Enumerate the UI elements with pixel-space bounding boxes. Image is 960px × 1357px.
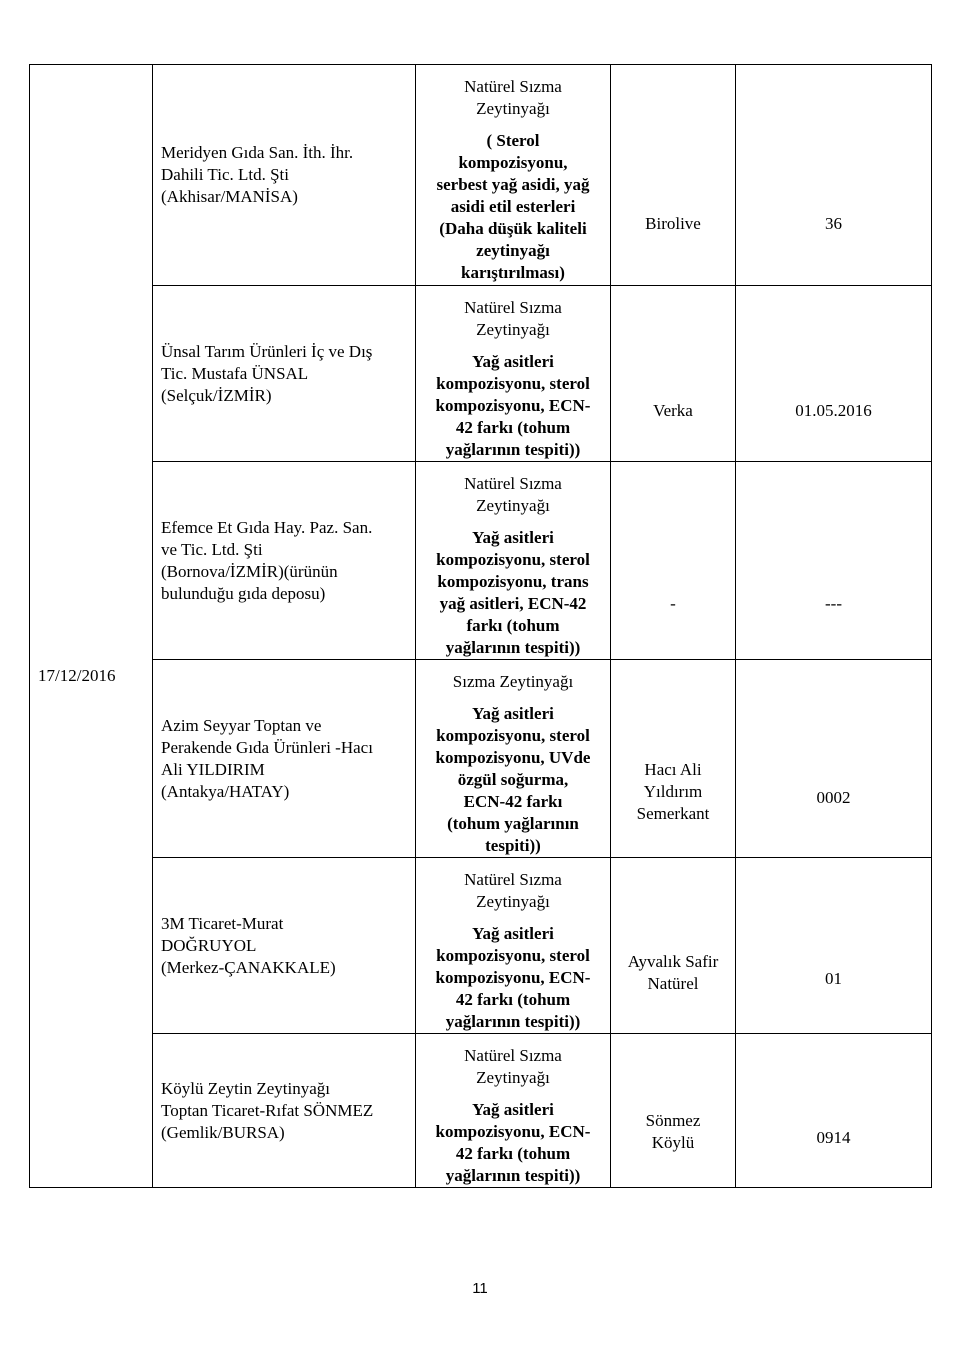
analysis-line: karıştırılması) bbox=[461, 263, 565, 282]
lot-cell bbox=[736, 858, 932, 1034]
analysis-line: tespiti)) bbox=[485, 835, 541, 855]
lot-number: 01 bbox=[825, 968, 842, 988]
company-line: Efemce Et Gıda Hay. Paz. San. bbox=[161, 517, 373, 537]
company-line: Perakende Gıda Ürünleri -Hacı bbox=[161, 737, 373, 757]
table-row bbox=[30, 858, 932, 1034]
analysis-line: kompozisyonu, bbox=[458, 153, 568, 172]
brand-cell bbox=[611, 660, 736, 858]
analysis-line: 42 farkı (tohum bbox=[455, 989, 571, 1009]
company-cell bbox=[153, 1034, 416, 1188]
company-cell bbox=[153, 462, 416, 660]
product-line: Sızma Zeytinyağı bbox=[452, 671, 574, 691]
product-name bbox=[424, 66, 602, 120]
brand-line: - bbox=[670, 594, 676, 613]
company-line: Ünsal Tarım Ürünleri İç ve Dış bbox=[161, 341, 373, 361]
product-cell bbox=[416, 1034, 611, 1188]
company-line: (Selçuk/İZMİR) bbox=[161, 385, 272, 405]
analysis-line: kompozisyonu, UVde bbox=[435, 747, 591, 767]
lot-cell bbox=[736, 660, 932, 858]
lot-cell bbox=[736, 286, 932, 462]
company-line: (Gemlik/BURSA) bbox=[161, 1122, 285, 1142]
product-cell bbox=[416, 286, 611, 462]
brand-cell bbox=[611, 462, 736, 660]
product-name bbox=[424, 1035, 602, 1089]
brand-line: Verka bbox=[653, 401, 693, 420]
company-line: Dahili Tic. Ltd. Şti bbox=[161, 165, 289, 184]
company-line: ve Tic. Ltd. Şti bbox=[161, 539, 263, 559]
analysis-line: 42 farkı (tohum bbox=[455, 417, 571, 437]
brand-line: Sönmez bbox=[645, 1111, 701, 1130]
product-name bbox=[424, 661, 602, 693]
inspection-date: 17/12/2016 bbox=[38, 666, 116, 685]
product-line: Zeytinyağı bbox=[476, 99, 550, 118]
analysis-line: kompozisyonu, sterol bbox=[436, 725, 590, 745]
company-line: (Akhisar/MANİSA) bbox=[161, 187, 298, 206]
product-cell bbox=[416, 660, 611, 858]
product-cell bbox=[416, 462, 611, 660]
date-cell bbox=[30, 65, 153, 1188]
lot-number: 36 bbox=[825, 214, 842, 233]
table-row bbox=[30, 286, 932, 462]
analysis-line: yağlarının tespiti)) bbox=[445, 1165, 581, 1185]
analysis-line: ( Sterol bbox=[486, 131, 540, 150]
product-line: Zeytinyağı bbox=[476, 319, 550, 339]
product-line: Zeytinyağı bbox=[476, 1067, 550, 1087]
analysis-line: kompozisyonu, sterol bbox=[436, 549, 590, 569]
lot-number: --- bbox=[825, 594, 842, 613]
product-line: Natürel Sızma bbox=[464, 297, 562, 317]
lot-cell bbox=[736, 1034, 932, 1188]
company-line: DOĞRUYOL bbox=[161, 935, 257, 955]
analysis-line: serbest yağ asidi, yağ bbox=[436, 175, 590, 194]
brand-cell bbox=[611, 1034, 736, 1188]
analysis-line: kompozisyonu, ECN- bbox=[435, 395, 591, 415]
analysis-line: kompozisyonu, ECN- bbox=[435, 967, 591, 987]
company-line: (Merkez-ÇANAKKALE) bbox=[161, 957, 336, 977]
analysis-line: 42 farkı (tohum bbox=[455, 1143, 571, 1163]
product-name bbox=[424, 859, 602, 913]
product-line: Natürel Sızma bbox=[464, 77, 562, 96]
analysis-line: Yağ asitleri bbox=[472, 527, 554, 547]
brand-cell bbox=[611, 858, 736, 1034]
table-row bbox=[30, 462, 932, 660]
analysis-text bbox=[424, 1099, 602, 1187]
company-line: (Antakya/HATAY) bbox=[161, 781, 290, 801]
company-line: bulunduğu gıda deposu) bbox=[161, 583, 326, 603]
product-cell bbox=[416, 65, 611, 286]
product-line: Natürel Sızma bbox=[464, 473, 562, 493]
analysis-line: yağlarının tespiti)) bbox=[445, 1011, 581, 1031]
analysis-line: yağlarının tespiti)) bbox=[445, 637, 581, 657]
analysis-text bbox=[424, 351, 602, 461]
lot-cell bbox=[736, 65, 932, 286]
page-number: 11 bbox=[472, 1280, 488, 1297]
analysis-line: Yağ asitleri bbox=[472, 703, 554, 723]
product-name bbox=[424, 463, 602, 517]
company-cell bbox=[153, 65, 416, 286]
company-line: (Bornova/İZMİR)(ürünün bbox=[161, 561, 338, 581]
brand-line: Semerkant bbox=[636, 803, 710, 823]
brand-line: Yıldırım bbox=[643, 781, 703, 801]
analysis-line: Yağ asitleri bbox=[472, 923, 554, 943]
analysis-line: (Daha düşük kaliteli bbox=[439, 219, 587, 238]
brand-line: Natürel bbox=[647, 973, 699, 993]
company-cell bbox=[153, 858, 416, 1034]
product-line: Natürel Sızma bbox=[464, 869, 562, 889]
table-row bbox=[30, 660, 932, 858]
brand-line: Hacı Ali bbox=[644, 759, 702, 779]
analysis-line: asidi etil esterleri bbox=[450, 197, 576, 216]
product-name bbox=[424, 287, 602, 341]
lot-number: 0914 bbox=[816, 1127, 851, 1147]
brand-cell bbox=[611, 65, 736, 286]
analysis-line: kompozisyonu, ECN- bbox=[435, 1121, 591, 1141]
product-line: Natürel Sızma bbox=[464, 1045, 562, 1065]
brand-line: Birolive bbox=[645, 214, 701, 233]
analysis-line: kompozisyonu, trans bbox=[437, 571, 589, 591]
analysis-line: (tohum yağlarının bbox=[447, 813, 579, 833]
analysis-line: yağ asitleri, ECN-42 bbox=[439, 593, 587, 613]
company-line: Tic. Mustafa ÜNSAL bbox=[161, 363, 309, 383]
analysis-line: yağlarının tespiti)) bbox=[445, 439, 581, 459]
table-row bbox=[30, 1034, 932, 1188]
company-cell bbox=[153, 286, 416, 462]
brand-line: Ayvalık Safir bbox=[627, 951, 719, 971]
table-row bbox=[30, 65, 932, 286]
company-cell bbox=[153, 660, 416, 858]
analysis-text bbox=[424, 527, 602, 659]
product-line: Zeytinyağı bbox=[476, 891, 550, 911]
lot-cell bbox=[736, 462, 932, 660]
analysis-line: Yağ asitleri bbox=[472, 1099, 554, 1119]
lot-number: 01.05.2016 bbox=[795, 401, 872, 420]
company-line: Toptan Ticaret-Rıfat SÖNMEZ bbox=[161, 1100, 374, 1120]
analysis-text bbox=[424, 923, 602, 1033]
analysis-text bbox=[424, 130, 602, 284]
analysis-line: zeytinyağı bbox=[476, 241, 550, 260]
analysis-text bbox=[424, 703, 602, 857]
product-line: Zeytinyağı bbox=[476, 495, 550, 515]
brand-line: Köylü bbox=[651, 1133, 695, 1152]
brand-cell bbox=[611, 286, 736, 462]
company-line: 3M Ticaret-Murat bbox=[161, 913, 284, 933]
company-line: Azim Seyyar Toptan ve bbox=[161, 715, 322, 735]
analysis-line: özgül soğurma, bbox=[457, 769, 569, 789]
company-line: Meridyen Gıda San. İth. İhr. bbox=[161, 143, 354, 162]
lot-number: 0002 bbox=[816, 787, 851, 807]
inspection-table bbox=[29, 64, 932, 1188]
company-line: Köylü Zeytin Zeytinyağı bbox=[161, 1078, 331, 1098]
analysis-line: kompozisyonu, sterol bbox=[436, 945, 590, 965]
analysis-line: farkı (tohum bbox=[466, 615, 560, 635]
analysis-line: kompozisyonu, sterol bbox=[436, 373, 590, 393]
analysis-line: Yağ asitleri bbox=[472, 351, 554, 371]
product-cell bbox=[416, 858, 611, 1034]
analysis-line: ECN-42 farkı bbox=[463, 791, 563, 811]
company-line: Ali YILDIRIM bbox=[161, 759, 265, 779]
